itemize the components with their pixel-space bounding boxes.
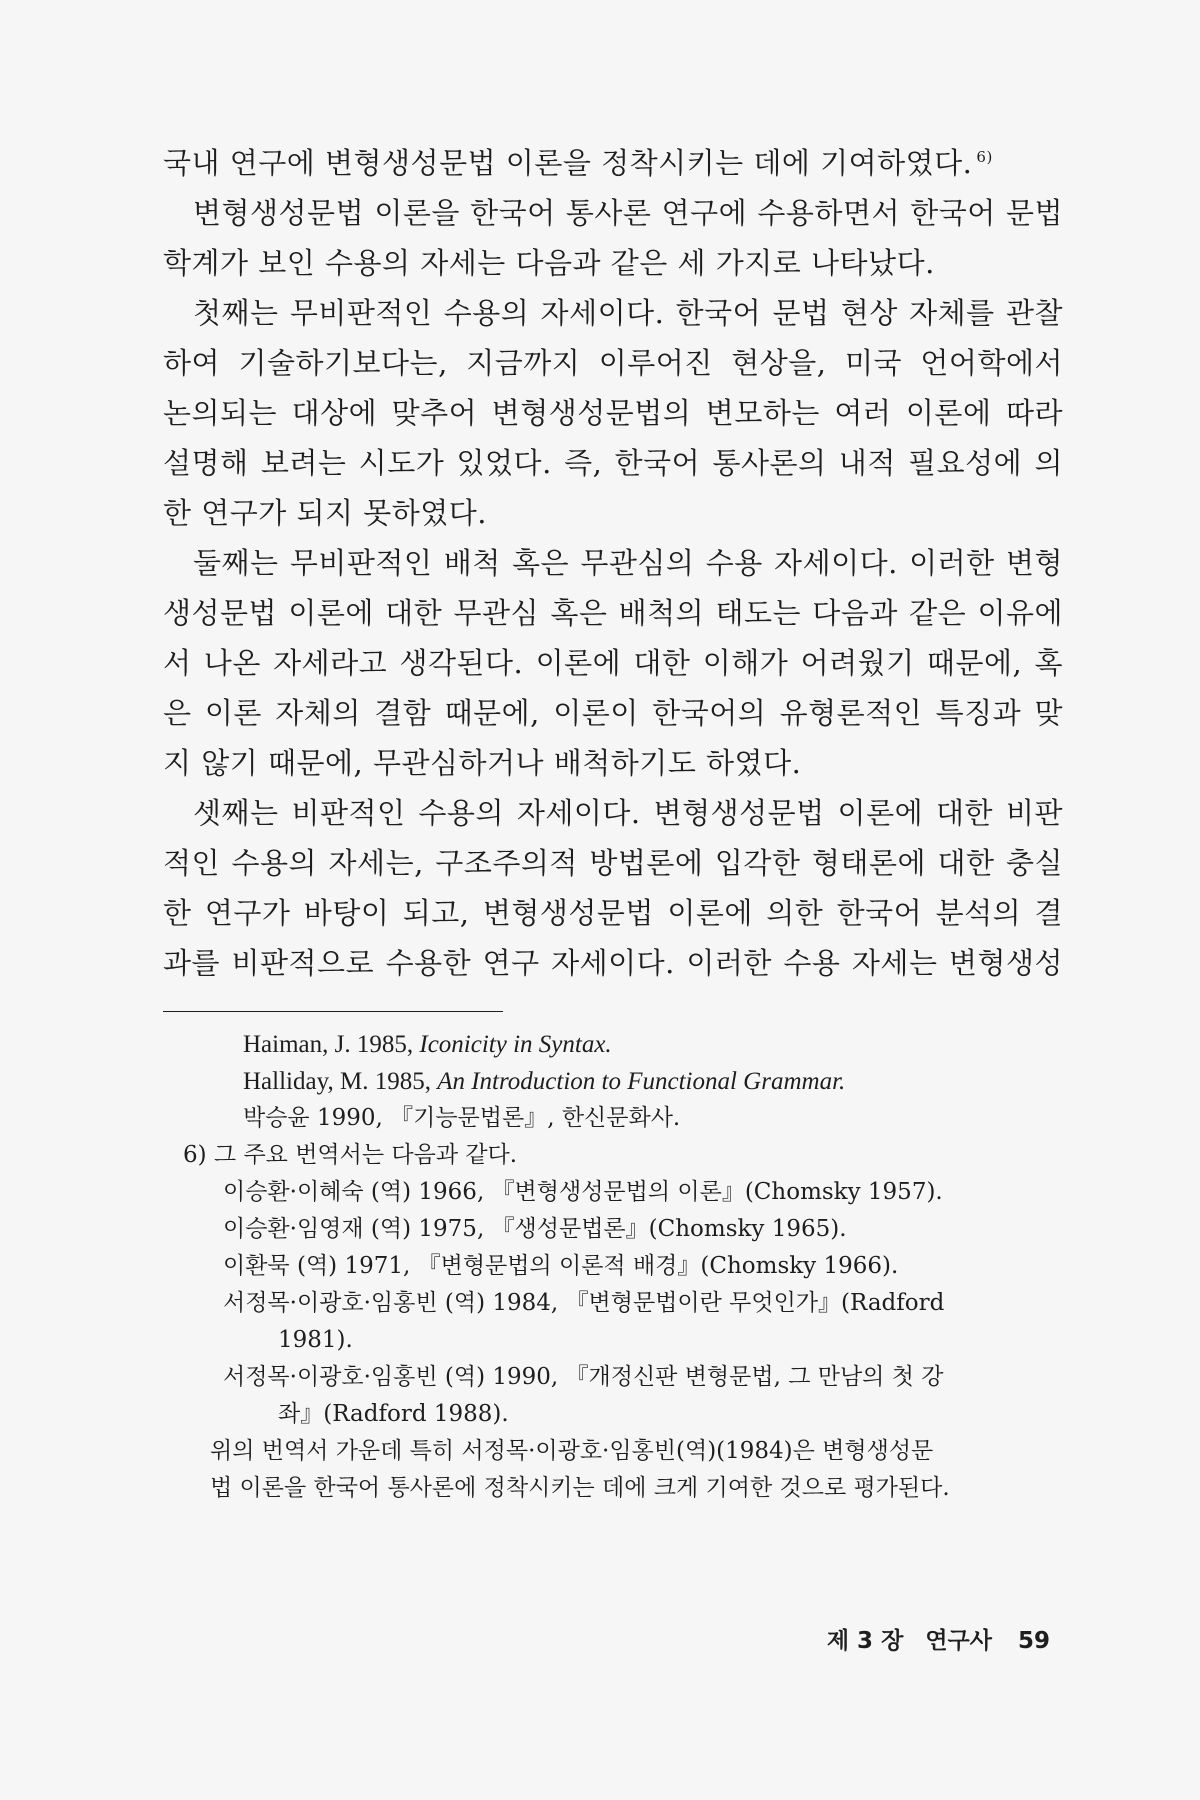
footnotes [163, 1026, 1063, 1507]
body-line: 한 연구가 바탕이 되고, 변형생성문법 이론에 의한 한국어 분석의 결 [163, 896, 1063, 930]
chapter-label: 제 3 장 [826, 1628, 904, 1654]
body-line: 서 나온 자세라고 생각된다. 이론에 대한 이해가 어려웠기 때문에, 혹 [163, 646, 1063, 680]
chapter-title: 연구사 [925, 1628, 992, 1654]
main-body-text [163, 138, 1063, 988]
footnote-item: 서정목·이광호·임홍빈 (역) 1990, 『개정신판 변형문법, 그 만남의 첫 강 [223, 1364, 944, 1390]
running-footer [0, 1622, 1050, 1655]
body-line: 설명해 보려는 시도가 있었다. 즉, 한국어 통사론의 내적 필요성에 의 [163, 446, 1063, 480]
body-line: 둘째는 무비판적인 배척 혹은 무관심의 수용 자세이다. 이러한 변형 [193, 546, 1063, 580]
footnote-6-label: 6) 그 주요 번역서는 다음과 같다. [183, 1142, 518, 1168]
footnote-divider [163, 1011, 503, 1012]
body-line: 적인 수용의 자세는, 구조주의적 방법론에 입각한 형태론에 대한 충실 [163, 846, 1063, 880]
reference-park: 박승윤 1990, 『기능문법론』, 한신문화사. [243, 1105, 681, 1131]
body-line: 은 이론 자체의 결함 때문에, 이론이 한국어의 유형론적인 특징과 맞 [163, 696, 1063, 730]
body-line: 변형생성문법 이론을 한국어 통사론 연구에 수용하면서 한국어 문법 [193, 196, 1063, 230]
page-number: 59 [1017, 1628, 1050, 1654]
body-line: 한 연구가 되지 못하였다. [163, 496, 488, 530]
footnote-marker: 6) [976, 148, 993, 167]
footnote-closing-line: 위의 번역서 가운데 특히 서정목·이광호·임홍빈(역)(1984)은 변형생성문 [210, 1438, 934, 1464]
footnote-item: 이환묵 (역) 1971, 『변형문법의 이론적 배경』(Chomsky 1966). [223, 1253, 899, 1279]
body-line: 셋째는 비판적인 수용의 자세이다. 변형생성문법 이론에 대한 비판 [193, 796, 1063, 830]
footnote-item-continuation: 좌』(Radford 1988). [278, 1401, 509, 1427]
body-line: 지 않기 때문에, 무관심하거나 배척하기도 하였다. [163, 746, 802, 780]
footnote-item: 이승환·이혜숙 (역) 1966, 『변형생성문법의 이론』(Chomsky 1957). [223, 1179, 943, 1205]
footnote-item: 서정목·이광호·임홍빈 (역) 1984, 『변형문법이란 무엇인가』(Radford [223, 1290, 945, 1316]
reference-haiman: Haiman, J. 1985, Iconicity in Syntax. [243, 1031, 612, 1058]
footnote-item-continuation: 1981). [278, 1327, 353, 1353]
footnote-item: 이승환·임영재 (역) 1975, 『생성문법론』(Chomsky 1965). [223, 1216, 847, 1242]
body-line: 논의되는 대상에 맞추어 변형생성문법의 변모하는 여러 이론에 따라 [163, 396, 1063, 430]
reference-halliday: Halliday, M. 1985, An Introduction to Functional Grammar. [243, 1068, 846, 1095]
body-line: 과를 비판적으로 수용한 연구 자세이다. 이러한 수용 자세는 변형생성 [163, 946, 1063, 980]
body-line: 국내 연구에 변형생성문법 이론을 정착시키는 데에 기여하였다. $^{6)}$ [163, 146, 993, 180]
body-line: 첫째는 무비판적인 수용의 자세이다. 한국어 문법 현상 자체를 관찰 [193, 296, 1063, 330]
body-line: 학계가 보인 수용의 자세는 다음과 같은 세 가지로 나타났다. [163, 246, 935, 280]
body-line: 하여 기술하기보다는, 지금까지 이루어진 현상을, 미국 언어학에서 [163, 346, 1063, 380]
footnote-closing-line: 법 이론을 한국어 통사론에 정착시키는 데에 크게 기여한 것으로 평가된다. [210, 1475, 950, 1501]
body-line: 생성문법 이론에 대한 무관심 혹은 배척의 태도는 다음과 같은 이유에 [163, 596, 1063, 630]
